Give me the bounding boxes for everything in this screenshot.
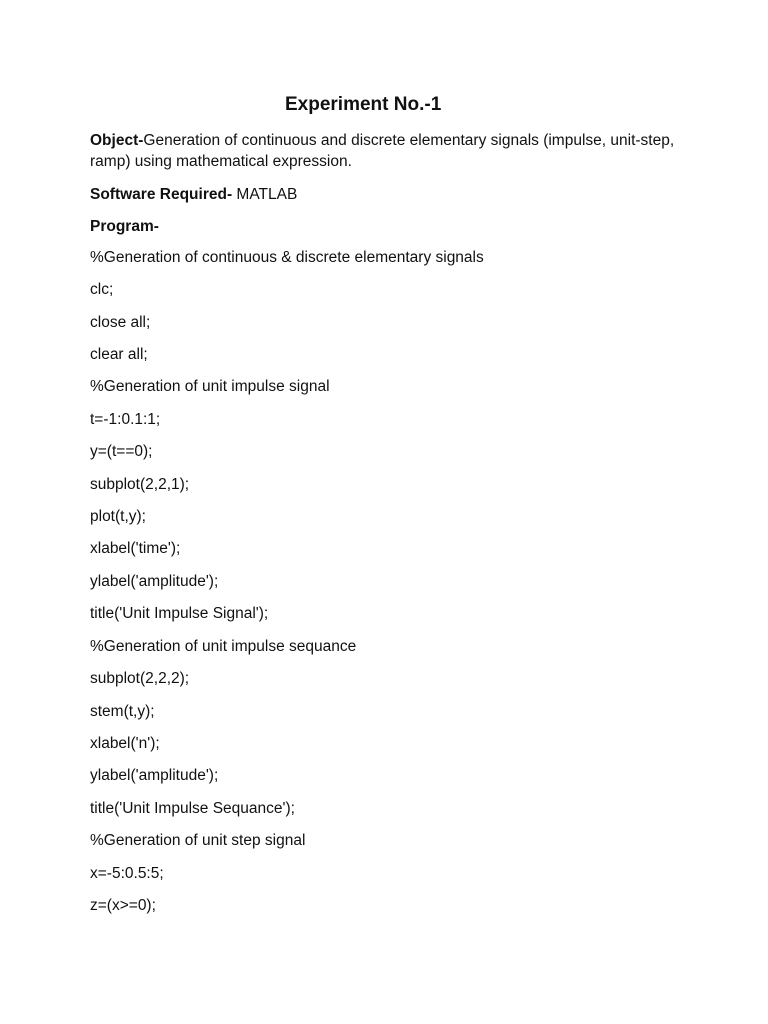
code-line: close all; — [90, 314, 151, 331]
code-line: clear all; — [90, 346, 148, 363]
program-line — [90, 216, 680, 237]
code-line: xlabel('n'); — [90, 735, 160, 752]
software-line — [90, 184, 680, 205]
software-value: MATLAB — [232, 186, 298, 203]
code-line: stem(t,y); — [90, 703, 155, 720]
code-line: %Generation of unit impulse signal — [90, 378, 330, 395]
object-paragraph — [90, 130, 680, 172]
code-line: ylabel('amplitude'); — [90, 767, 219, 784]
code-line: t=-1:0.1:1; — [90, 411, 161, 428]
document-title: Experiment No.-1 — [285, 94, 442, 115]
code-line: y=(t==0); — [90, 443, 153, 460]
program-label: Program- — [90, 218, 159, 235]
object-text: Generation of continuous and discrete elementary signals (impulse, unit-step, ramp) using mathematical expression. — [90, 132, 675, 170]
code-line: %Generation of unit step signal — [90, 832, 306, 849]
software-label: Software Required- — [90, 186, 233, 203]
code-line: ylabel('amplitude'); — [90, 573, 219, 590]
code-line: x=-5:0.5:5; — [90, 865, 164, 882]
code-line: z=(x>=0); — [90, 897, 156, 914]
object-label: Object- — [90, 132, 144, 149]
code-line: subplot(2,2,2); — [90, 670, 190, 687]
code-line: %Generation of continuous & discrete elementary signals — [90, 249, 484, 266]
code-line: subplot(2,2,1); — [90, 476, 190, 493]
code-line: title('Unit Impulse Signal'); — [90, 605, 269, 622]
code-line: xlabel('time'); — [90, 540, 181, 557]
code-line: title('Unit Impulse Sequance'); — [90, 800, 295, 817]
code-line: plot(t,y); — [90, 508, 146, 525]
code-line: clc; — [90, 281, 114, 298]
code-line: %Generation of unit impulse sequance — [90, 638, 357, 655]
